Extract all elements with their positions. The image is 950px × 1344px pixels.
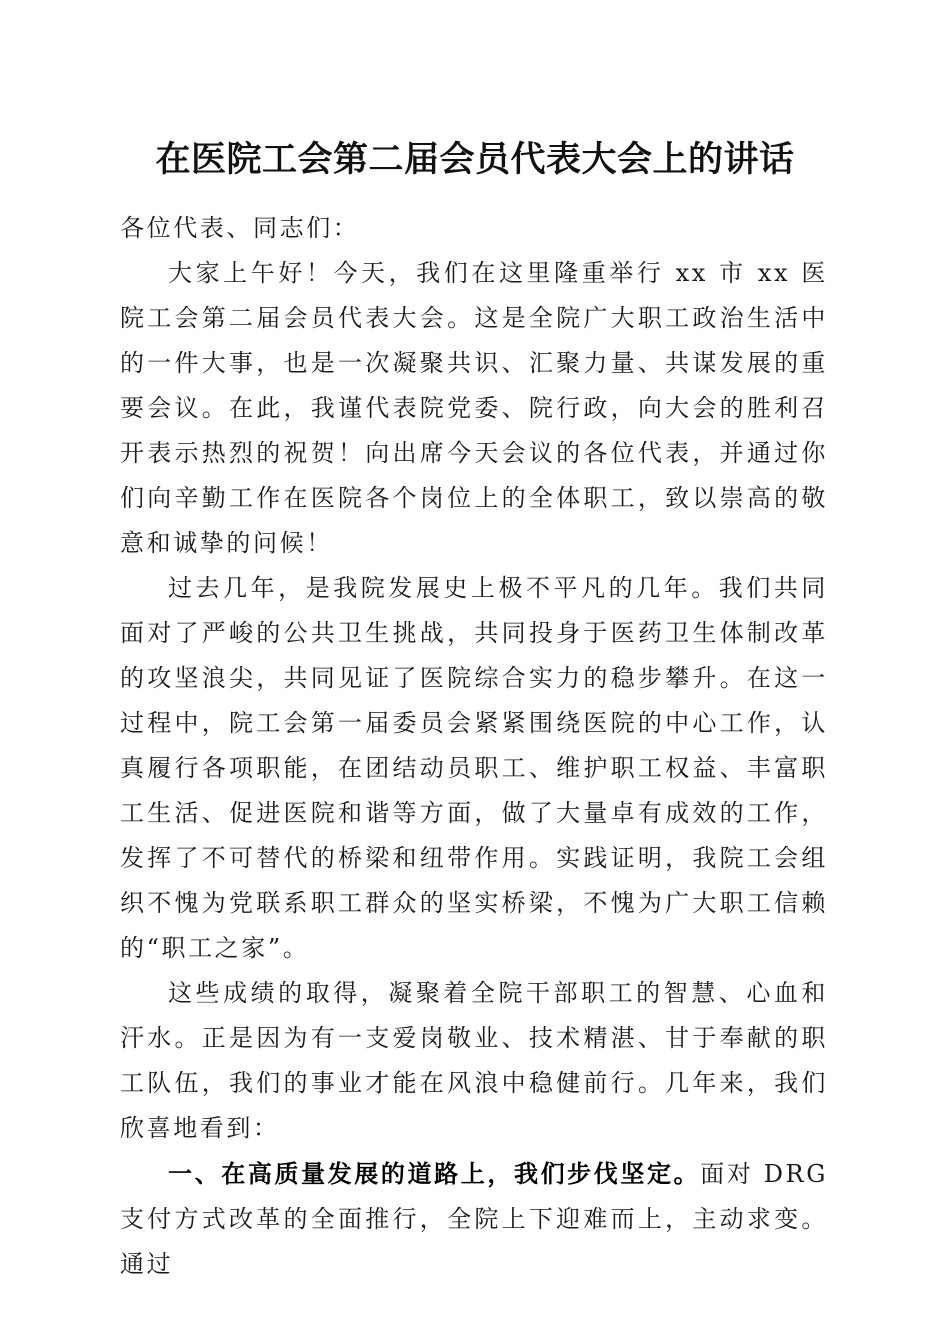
section-1-heading: 一、在高质量发展的道路上，我们步伐坚定。 [168, 1159, 701, 1188]
paragraph-past-years: 过去几年，是我院发展史上极不平凡的几年。我们共同面对了严峻的公共卫生挑战，共同投身于医药卫生体制改革的攻坚浪尖，共同见证了医院综合实力的稳步攀升。在这一过程中，院工会第一届委员会紧紧围绕医院的中心工作，认真履行各项职能，在团结动员职工、维护职工权益、丰富职工生活、促进医院和谐等方面，做了大量卓有成效的工作，发挥了不可替代的桥梁和纽带作用。实践证明，我院工会组织不愧为党联系职工群众的坚实桥梁，不愧为广大职工信赖的“职工之家”。 [120, 574, 828, 962]
document-body [120, 206, 828, 1287]
section-1-text: 面对 DRG 支付方式改革的全面推行，全院上下迎难而上，主动求变。通过 [120, 1160, 828, 1278]
document-title: 在医院工会第二届会员代表大会上的讲话 [155, 139, 795, 180]
paragraph-section-1 [120, 1151, 828, 1287]
paragraph-achievements: 这些成绩的取得，凝聚着全院干部职工的智慧、心血和汗水。正是因为有一支爱岗敬业、技术精湛、甘于奉献的职工队伍，我们的事业才能在风浪中稳健前行。几年来，我们欣喜地看到： [120, 979, 828, 1142]
salutation: 各位代表、同志们： [120, 214, 360, 242]
paragraph-greeting: 大家上午好！今天，我们在这里隆重举行 xx 市 xx 医院工会第二届会员代表大会。这是全院广大职工政治生活中的一件大事，也是一次凝聚共识、汇聚力量、共谋发展的重要会议。在此，我谨代表院党委、院行政，向大会的胜利召开表示热烈的祝贺！向出席今天会议的各位代表，并通过你们向辛勤工作在医院各个岗位上的全体职工，致以崇高的敬意和诚挚的问候！ [120, 259, 828, 557]
